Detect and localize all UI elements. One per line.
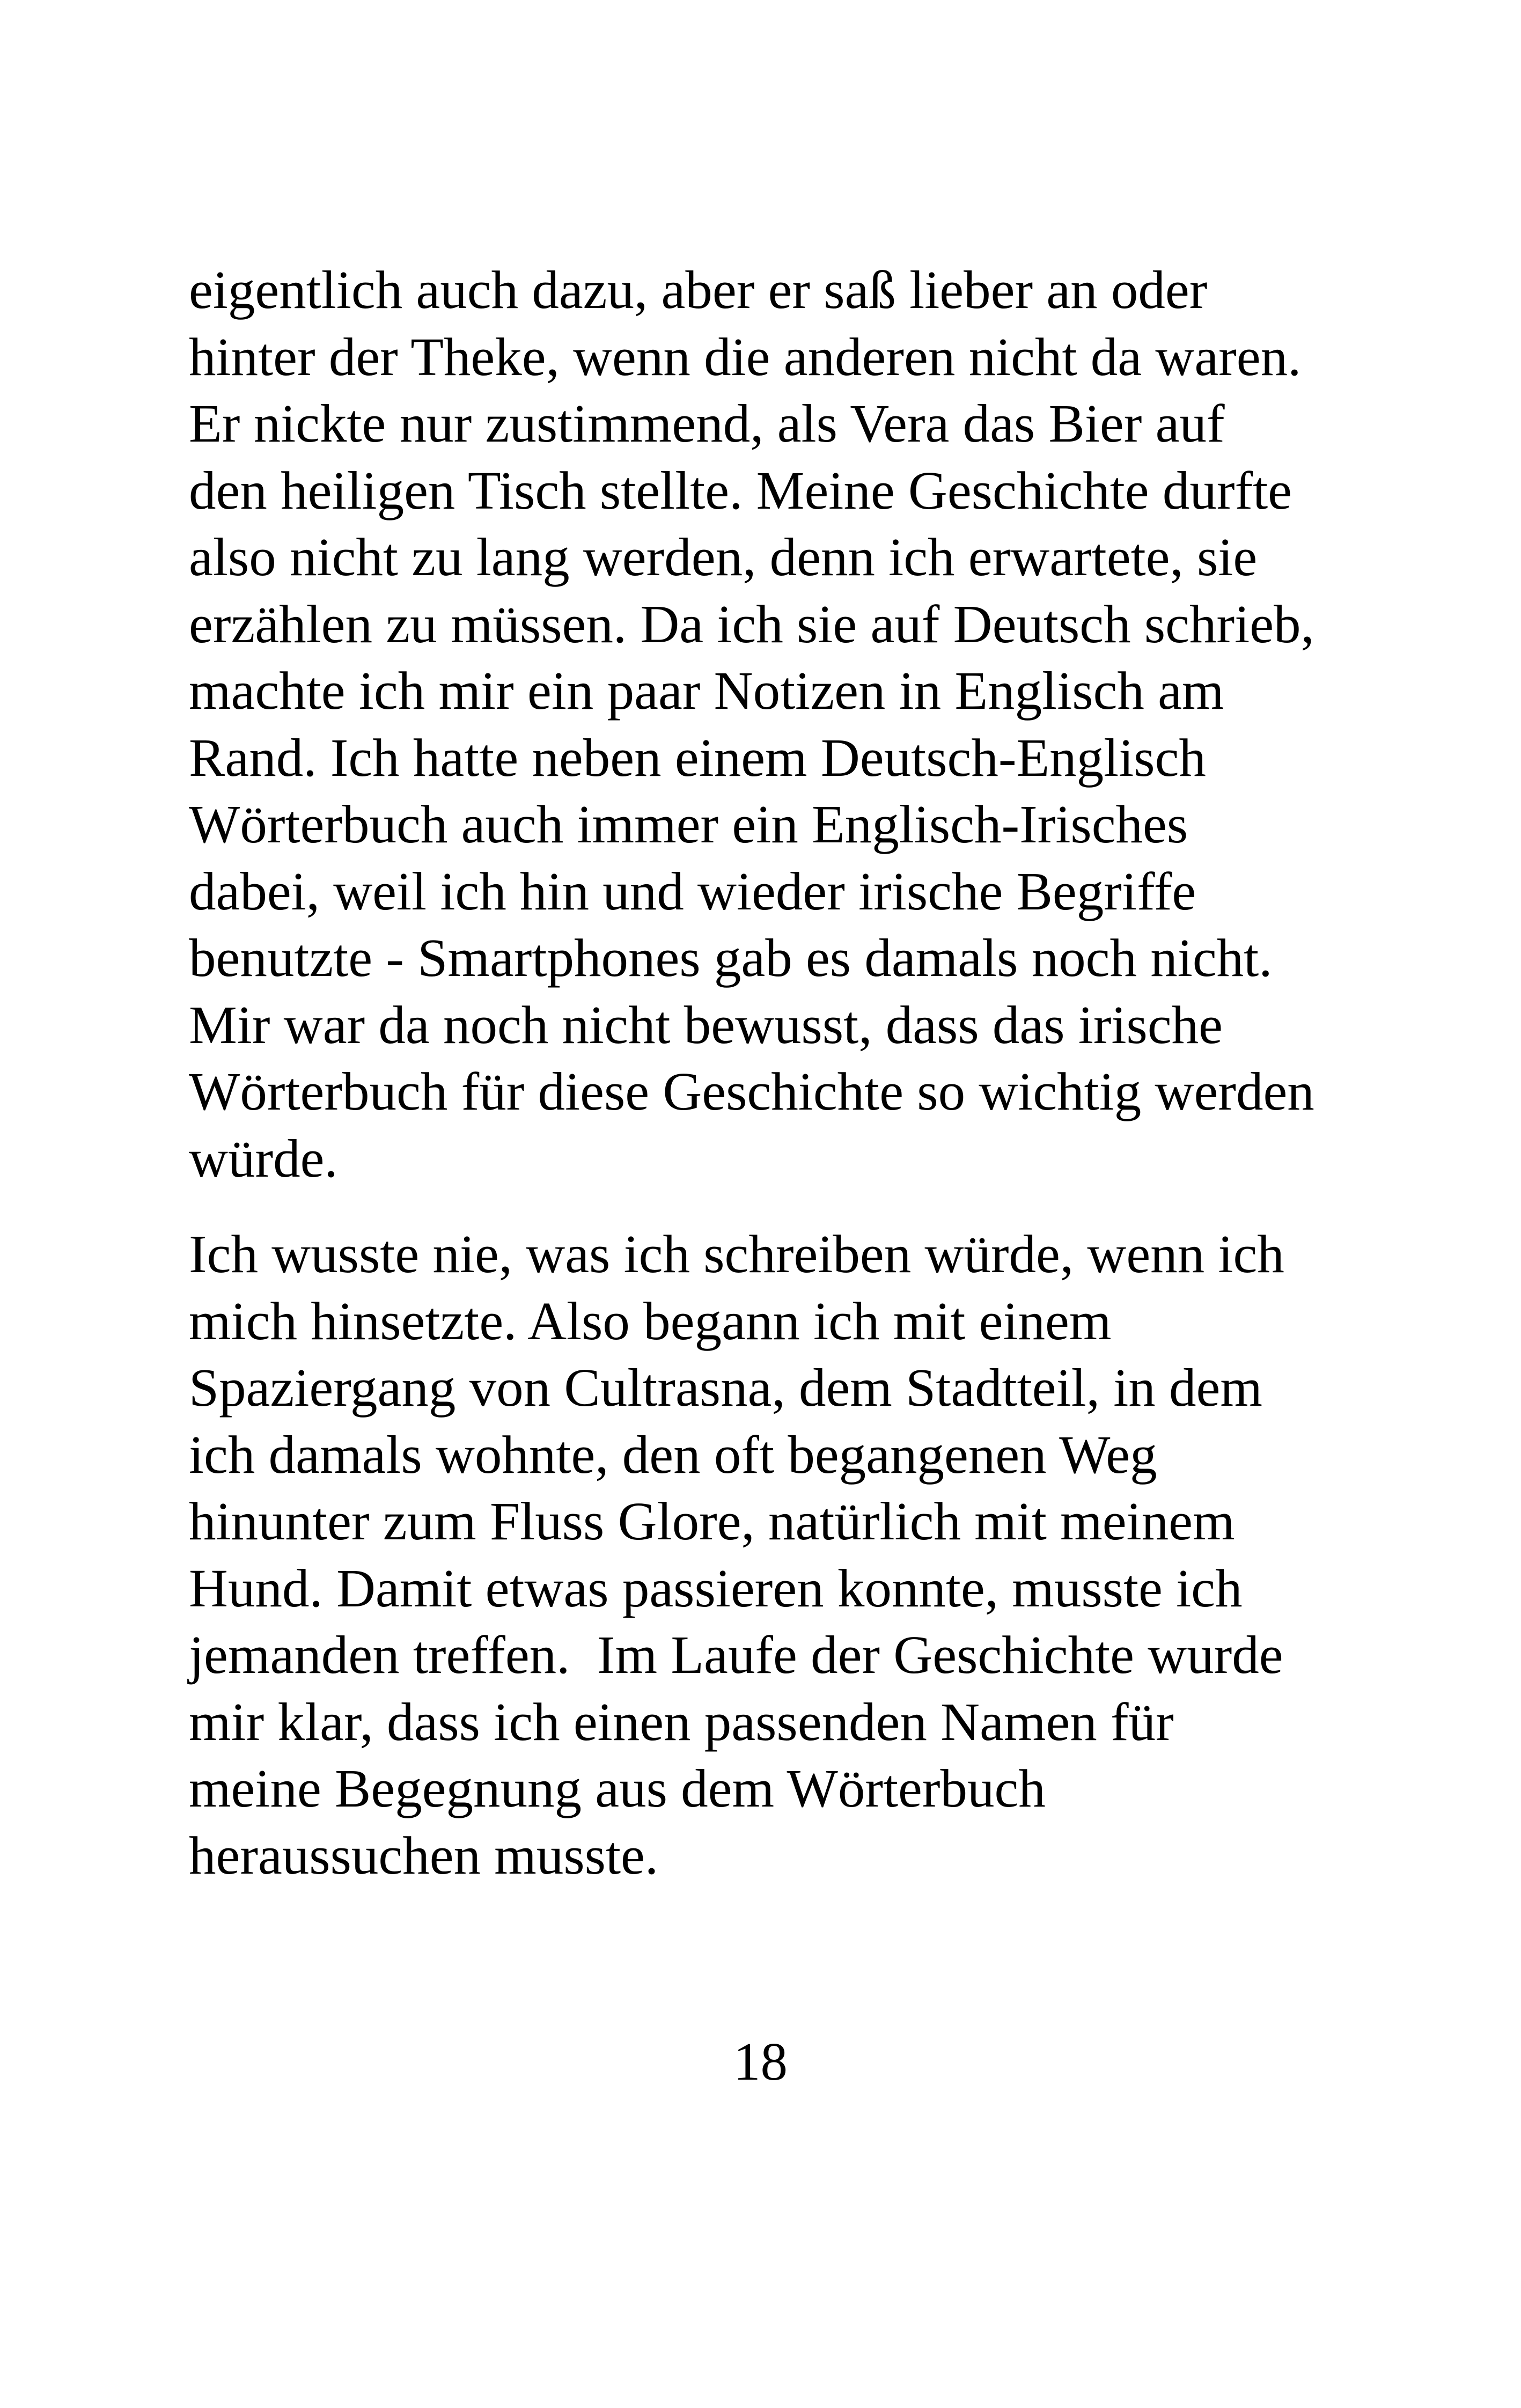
text-line: dabei, weil ich hin und wieder irische Begriffe: [189, 861, 1196, 921]
text-line: Wörterbuch für diese Geschichte so wichtig werden: [189, 1061, 1314, 1121]
text-line: würde.: [189, 1128, 338, 1188]
page-number: 18: [733, 2031, 788, 2091]
text-line: mich hinsetzte. Also begann ich mit einem: [189, 1290, 1112, 1351]
body-text: [189, 256, 1369, 1889]
text-line: hinter der Theke, wenn die anderen nicht da waren.: [189, 326, 1302, 387]
text-line: Ich wusste nie, was ich schreiben würde, wenn ich: [189, 1224, 1284, 1284]
paragraph-2: [189, 1221, 1369, 1889]
text-line: heraussuchen musste.: [189, 1825, 659, 1885]
text-line: erzählen zu müssen. Da ich sie auf Deutsch schrieb,: [189, 593, 1314, 654]
text-line: eigentlich auch dazu, aber er saß lieber an oder: [189, 260, 1208, 320]
text-line: mir klar, dass ich einen passenden Namen für: [189, 1691, 1174, 1752]
text-line: Wörterbuch auch immer ein Englisch-Irisches: [189, 794, 1188, 854]
text-line: jemanden treffen. Im Laufe der Geschichte wurde: [189, 1625, 1283, 1685]
text-line: Mir war da noch nicht bewusst, dass das irische: [189, 994, 1223, 1055]
text-line: benutzte - Smartphones gab es damals noch nicht.: [189, 928, 1273, 988]
text-line: den heiligen Tisch stellte. Meine Geschichte durfte: [189, 460, 1292, 520]
text-line: Spaziergang von Cultrasna, dem Stadtteil, in dem: [189, 1357, 1262, 1418]
paragraph-spacing: [189, 1192, 1369, 1221]
text-line: Er nickte nur zustimmend, als Vera das Bier auf: [189, 393, 1225, 453]
paragraph-1: [189, 256, 1369, 1192]
text-line: hinunter zum Fluss Glore, natürlich mit meinem: [189, 1491, 1235, 1551]
text-line: machte ich mir ein paar Notizen in Englisch am: [189, 660, 1224, 721]
text-line: ich damals wohnte, den oft begangenen Weg: [189, 1424, 1157, 1485]
text-line: Hund. Damit etwas passieren konnte, musste ich: [189, 1558, 1243, 1618]
text-line: meine Begegnung aus dem Wörterbuch: [189, 1758, 1046, 1818]
text-line: also nicht zu lang werden, denn ich erwartete, sie: [189, 527, 1258, 587]
text-line: Rand. Ich hatte neben einem Deutsch-Englisch: [189, 727, 1206, 788]
